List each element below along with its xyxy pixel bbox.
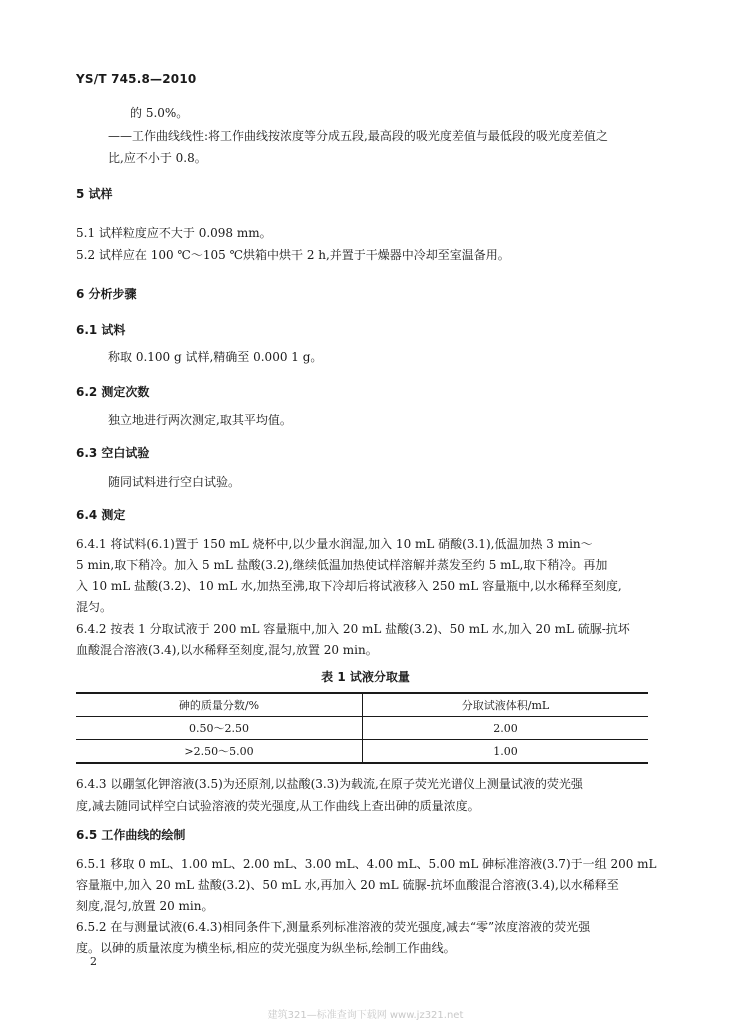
table-row: [76, 740, 648, 764]
section-heading: 6 分析步骤: [76, 287, 137, 301]
paragraph: 血酸混合溶液(3.4),以水稀释至刻度,混匀,放置 20 min。: [76, 643, 378, 657]
table-cell: 0.50～2.50: [76, 717, 363, 740]
paragraph: 6.5.2 在与测量试液(6.4.3)相同条件下,测量系列标准溶液的荧光强度,减去“零”浓度溶液的荧光强: [76, 920, 591, 934]
paragraph: 随同试料进行空白试验。: [108, 475, 241, 489]
paragraph: 的 5.0%。: [130, 106, 189, 120]
subsection-heading: 6.1 试料: [76, 323, 126, 337]
paragraph: 6.5.1 移取 0 mL、1.00 mL、2.00 mL、3.00 mL、4.00 mL、5.00 mL 砷标准溶液(3.7)于一组 200 mL: [76, 857, 657, 871]
table-cell: 2.00: [363, 717, 649, 740]
subsection-heading: 6.3 空白试验: [76, 446, 150, 460]
table-row: [76, 717, 648, 740]
paragraph: ——工作曲线线性:将工作曲线按浓度等分成五段,最高段的吸光度差值与最低段的吸光度差值之: [108, 129, 608, 143]
paragraph: 称取 0.100 g 试样,精确至 0.000 1 g。: [108, 350, 323, 364]
paragraph: 6.4.2 按表 1 分取试液于 200 mL 容量瓶中,加入 20 mL 盐酸(3.2)、50 mL 水,加入 20 mL 硫脲-抗坏: [76, 622, 630, 636]
paragraph: 5.1 试样粒度应不大于 0.098 mm。: [76, 226, 272, 240]
paragraph: 度。以砷的质量浓度为横坐标,相应的荧光强度为纵坐标,绘制工作曲线。: [76, 941, 456, 955]
table-header-cell: 分取试液体积/mL: [363, 693, 649, 717]
paragraph: 容量瓶中,加入 20 mL 盐酸(3.2)、50 mL 水,再加入 20 mL 硫脲-抗坏血酸混合溶液(3.4),以水稀释至: [76, 878, 619, 892]
table-header-row: [76, 693, 648, 717]
page-number: 2: [90, 955, 97, 968]
paragraph: 混匀。: [76, 600, 113, 614]
subsection-heading: 6.2 测定次数: [76, 385, 150, 399]
subsection-heading: 6.5 工作曲线的绘制: [76, 828, 186, 842]
paragraph: 5.2 试样应在 100 ℃～105 ℃烘箱中烘干 2 h,并置于干燥器中冷却至室温备用。: [76, 248, 510, 262]
subsection-heading: 6.4 测定: [76, 508, 126, 522]
data-table: [76, 692, 648, 764]
paragraph: 5 min,取下稍冷。加入 5 mL 盐酸(3.2),继续低温加热使试样溶解并蒸发至约 5 mL,取下稍冷。再加: [76, 558, 608, 572]
standard-code: YS/T 745.8—2010: [76, 72, 197, 86]
table-cell: 1.00: [363, 740, 649, 764]
table-caption: 表 1 试液分取量: [321, 670, 410, 684]
paragraph: 比,应不小于 0.8。: [108, 151, 207, 165]
paragraph: 6.4.3 以硼氢化钾溶液(3.5)为还原剂,以盐酸(3.3)为载流,在原子荧光光谱仪上测量试液的荧光强: [76, 777, 583, 791]
watermark: 建筑321—标准查询下载网 www.jz321.net: [267, 1010, 464, 1021]
section-heading: 5 试样: [76, 187, 113, 201]
table-cell: >2.50～5.00: [76, 740, 363, 764]
paragraph: 独立地进行两次测定,取其平均值。: [108, 413, 292, 427]
paragraph: 6.4.1 将试料(6.1)置于 150 mL 烧杯中,以少量水润湿,加入 10 mL 硝酸(3.1),低温加热 3 min～: [76, 537, 593, 551]
paragraph: 度,减去随同试样空白试验溶液的荧光强度,从工作曲线上查出砷的质量浓度。: [76, 799, 480, 813]
paragraph: 入 10 mL 盐酸(3.2)、10 mL 水,加热至沸,取下冷却后将试液移入 250 mL 容量瓶中,以水稀释至刻度,: [76, 579, 622, 593]
table-header-cell: 砷的质量分数/%: [76, 693, 363, 717]
paragraph: 刻度,混匀,放置 20 min。: [76, 899, 214, 913]
